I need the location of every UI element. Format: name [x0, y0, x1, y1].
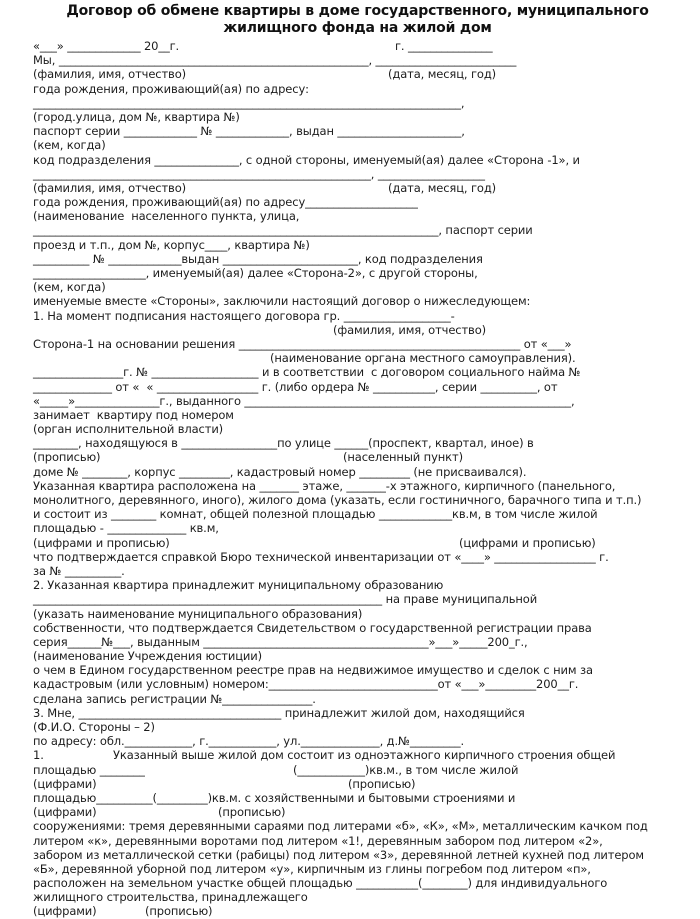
document-line [33, 138, 682, 152]
text-segment: 2. Указанная квартира принадлежит муниципальному образованию [33, 578, 444, 593]
document-line [33, 266, 682, 280]
document-title [33, 3, 682, 37]
document-line [33, 791, 682, 805]
text-segment: именуемые вместе «Стороны», заключили настоящий договор о нижеследующем: [33, 294, 531, 309]
document-line [33, 323, 682, 337]
document-line [33, 550, 682, 564]
document-line [33, 904, 682, 918]
document-line [33, 195, 682, 209]
text-segment: г. _______________ [395, 39, 493, 53]
document-line [33, 649, 682, 663]
document-line [33, 422, 682, 436]
text-segment: (прописью) [218, 805, 286, 820]
text-segment: «Б», деревянной уборной под литером «у», кирпичным из глины погребом под литером «п», [33, 861, 591, 876]
document-line [33, 124, 682, 138]
document-line [33, 819, 682, 833]
text-segment: сделана запись регистрации №________________. [33, 691, 316, 706]
document-title-line1: Договор об обмене квартиры в доме государственного, муниципального [66, 3, 649, 19]
document-line [33, 635, 682, 649]
text-segment: (цифрами) [33, 776, 97, 791]
text-segment: за № __________. [33, 563, 125, 578]
text-segment: (город.улица, дом №, квартира №) [33, 109, 240, 124]
text-segment: __________ № _____________выдан ________________________, код подразделения [33, 251, 483, 266]
document-line [33, 167, 682, 181]
document-line [33, 465, 682, 479]
text-segment: доме № ________, корпус _________, кадастровый номер _________ (не присваивался). [33, 464, 527, 479]
text-segment: (прописью) [348, 776, 416, 791]
text-segment: ____________________, именуемый(ая) далее «Сторона-2», с другой стороны, [33, 266, 478, 280]
document-line [33, 777, 682, 791]
text-segment: (фамилия, имя, отчество) [33, 180, 186, 195]
document-line [33, 96, 682, 110]
document-line [33, 82, 682, 96]
document-line [33, 734, 682, 748]
document-line [33, 763, 682, 777]
text-segment: Указанная квартира расположена на _______ этаже, _______-х этажного, кирпичного (панельного, [33, 478, 616, 493]
text-segment: (кем, когда) [33, 138, 106, 153]
document-line [33, 578, 682, 592]
text-segment: (Ф.И.О. Стороны – 2) [33, 720, 155, 734]
text-segment: кадастровым (или условным) номером:______________________________от «___»_________200__г. [33, 677, 579, 692]
document-line [33, 209, 682, 223]
text-segment: 1. На момент подписания настоящего договора гр. ___________________- [33, 308, 455, 323]
document-line [33, 748, 682, 762]
text-segment: (цифрами) [33, 805, 97, 820]
text-segment: собственности, что подтверждается Свидетельством о государственной регистрации права [33, 620, 592, 635]
document-line [33, 450, 682, 464]
document-line [33, 890, 682, 904]
text-segment: (прописью) [33, 450, 101, 465]
document-line [33, 834, 682, 848]
text-segment: (дата, месяц, год) [388, 180, 497, 195]
document-line [33, 380, 682, 394]
text-segment: ________________г. № ___________________ и в соответствии с договором социального найма № [33, 365, 581, 380]
text-segment: площадью ________ [33, 762, 145, 777]
document-line [33, 365, 682, 379]
text-segment: (населенный пункт) [343, 450, 463, 465]
text-segment: серия______№___, выданным ________________________________________»___»_____200_г., [33, 634, 528, 649]
text-segment: паспорт серии _____________ № _____________, выдан ______________________, [33, 124, 465, 139]
text-segment: сооружениями: тремя деревянными сараями под литерами «б», «К», «М», металлическим качком под [33, 819, 648, 834]
text-segment: расположен на земельном участке общей площадью ___________(________) для индивидуального [33, 876, 608, 891]
document-line [33, 309, 682, 323]
text-segment: 3. Мне, ____________________________________ принадлежит жилой дом, находящийся [33, 705, 525, 720]
text-segment: площадью__________(_________)кв.м. с хозяйственными и бытовыми строениями и [33, 790, 516, 805]
document-line [33, 720, 682, 734]
document-line [33, 394, 682, 408]
document-line [33, 479, 682, 493]
text-segment: года рождения, проживающий(ая) по адресу____________________ [33, 195, 418, 210]
text-segment: (наименование органа местного самоуправления). [270, 351, 576, 366]
text-segment: (наименование Учреждения юстиции) [33, 649, 262, 664]
text-segment: Мы, _______________________________________________________, _________________________ [33, 53, 517, 68]
text-segment: ____________________________________________________________________________, [33, 95, 465, 110]
document-line [33, 67, 682, 81]
document-line [33, 280, 682, 294]
text-segment: ______________ от « « __________________ г. (либо ордера № ___________, серии __________, от [33, 379, 558, 394]
document-line [33, 252, 682, 266]
document-line [33, 564, 682, 578]
text-segment: проезд и т.п., дом №, корпус____, квартира №) [33, 237, 310, 252]
text-segment: года рождения, проживающий(ая) по адресу: [33, 81, 309, 96]
document-line [33, 507, 682, 521]
document-line [33, 337, 682, 351]
text-segment: (дата, месяц, год) [388, 67, 497, 82]
text-segment: «___» _____________ 20__г. [33, 39, 180, 53]
document-line [33, 862, 682, 876]
text-segment: (орган исполнительной власти) [33, 422, 224, 437]
document-line [33, 294, 682, 308]
document-line [33, 663, 682, 677]
text-segment: 1. [33, 748, 44, 763]
text-segment: ________________________________________________________________________, паспорт серии [33, 223, 533, 238]
document-line [33, 110, 682, 124]
text-segment: код подразделения _______________, с одной стороны, именуемый(ая) далее «Сторона -1», и [33, 152, 580, 167]
text-segment: (фамилия, имя, отчество) [33, 67, 186, 82]
text-segment: ______________________________________________________________ на праве муниципальной [33, 592, 538, 607]
document-line [33, 436, 682, 450]
text-segment: о чем в Едином государственном реестре прав на недвижимое имущество и сделок с ним за [33, 663, 593, 678]
text-segment: забором из металлической сетки (рабицы) под литером «3», деревянной летней кухней под литером [33, 847, 644, 862]
text-segment: площадью - ______________ кв.м, [33, 521, 219, 536]
text-segment: (наименование населенного пункта, улица, [33, 209, 300, 224]
document-body [33, 39, 682, 919]
document-line [33, 39, 682, 53]
text-segment: (____________)кв.м., в том числе жилой [293, 762, 519, 777]
text-segment: (цифрами и прописью) [459, 535, 596, 550]
text-segment: монолитного, деревянного, иного), жилого дома (указать, если гостиничного, барачного типа и т.п.) [33, 493, 642, 507]
document-line [33, 351, 682, 365]
text-segment: «_____»_______________г., выданного __________________________________________________________, [33, 393, 575, 408]
text-segment: занимает квартиру под номером [33, 407, 234, 422]
document-line [33, 238, 682, 252]
document-line [33, 536, 682, 550]
text-segment: (прописью) [145, 904, 213, 919]
text-segment: по адресу: обл.____________, г.____________, ул.______________, д.№_________. [33, 734, 465, 749]
document-line [33, 805, 682, 819]
text-segment: (цифрами и прописью) [33, 535, 170, 550]
document-line [33, 621, 682, 635]
document-line [33, 181, 682, 195]
document-line [33, 692, 682, 706]
document-title-line2: жилищного фонда на жилой дом [223, 20, 492, 36]
text-segment: и состоит из ________ комнат, общей полезной площадью _____________кв.м, в том числе жилой [33, 507, 598, 522]
document-line [33, 408, 682, 422]
document-line [33, 493, 682, 507]
document-line [33, 153, 682, 167]
document-line [33, 53, 682, 67]
document-line [33, 521, 682, 535]
document-line [33, 223, 682, 237]
text-segment: Указанный выше жилой дом состоит из одноэтажного кирпичного строения общей [113, 748, 616, 763]
document-line [33, 848, 682, 862]
text-segment: Сторона-1 на основании решения __________________________________________________ от «___» [33, 336, 572, 351]
text-segment: (цифрами) [33, 904, 97, 919]
document-line [33, 677, 682, 691]
document-line [33, 592, 682, 606]
text-segment: (указать наименование муниципального образования) [33, 606, 363, 621]
text-segment: литером «к», деревянными воротами под литером «1!, деревянным забором под литером «2», [33, 833, 603, 848]
text-segment: что подтверждается справкой Бюро технической инвентаризации от «____» __________________ г. [33, 549, 609, 564]
text-segment: ________, находящуюся в _________________по улице ______(проспект, квартал, иное) в [33, 436, 534, 451]
document-line [33, 706, 682, 720]
text-segment: (фамилия, имя, отчество) [333, 322, 486, 337]
text-segment: (кем, когда) [33, 280, 106, 295]
text-segment: ____________________________________________________________, ___________________ [33, 166, 485, 181]
document-line [33, 876, 682, 890]
text-segment: жилищного строительства, принадлежащего [33, 890, 308, 905]
document-line [33, 607, 682, 621]
